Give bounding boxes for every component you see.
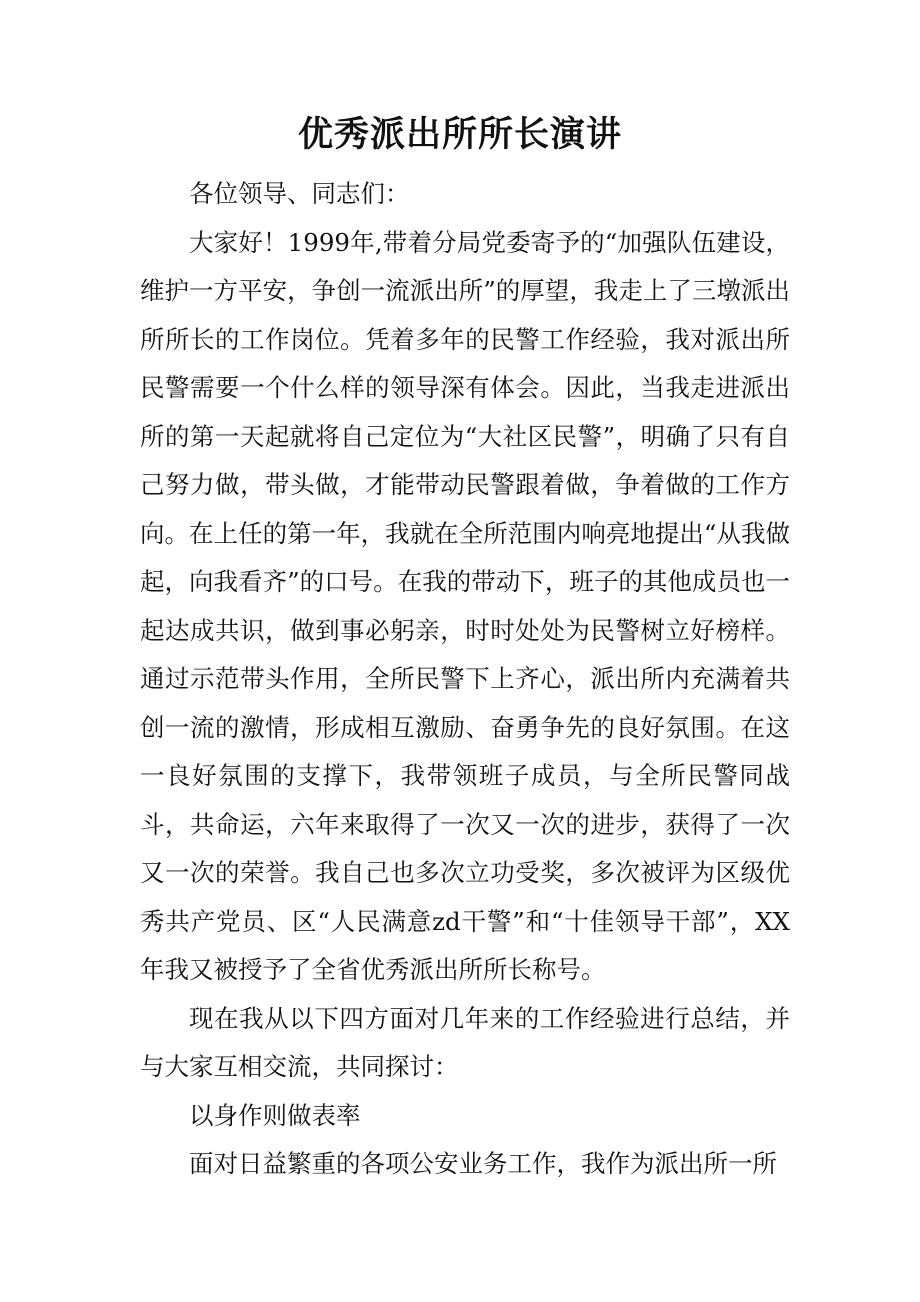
- summary-paragraph: 现在我从以下四方面对几年来的工作经验进行总结，并与大家互相交流，共同探讨：: [140, 1003, 790, 1081]
- document-body: [140, 170, 790, 1189]
- intro-paragraph: 大家好！1999年,带着分局党委寄予的“加强队伍建设，维护一方平安，争创一流派出所”的厚望，我走上了三墩派出所所长的工作岗位。凭着多年的民警工作经验，我对派出所民警需要一个什么样的领导深有体会。因此，当我走进派出所的第一天起就将自己定位为“大社区民警”，明确了只有自己努力做，带头做，才能带动民警跟着做，争着做的工作方向。在上任的第一年，我就在全所范围内响亮地提出“从我做起，向我看齐”的口号。在我的带动下，班子的其他成员也一起达成共识，做到事必躬亲，时时处处为民警树立好榜样。通过示范带头作用，全所民警下上齐心，派出所内充满着共创一流的激情，形成相互激励、奋勇争先的良好氛围。在这一良好氛围的支撑下，我带领班子成员，与全所民警同战斗，共命运，六年来取得了一次又一次的进步，获得了一次又一次的荣誉。我自己也多次立功受奖，多次被评为区级优秀共产党员、区“人民满意zd干警”和“十佳领导干部”，XX年我又被授予了全省优秀派出所所长称号。: [140, 227, 790, 984]
- section-heading: 以身作则做表率: [189, 1100, 361, 1130]
- salutation-paragraph: 各位领导、同志们：: [189, 179, 410, 208]
- page-title: 优秀派出所所长演讲: [297, 114, 622, 155]
- section-paragraph: 面对日益繁重的各项公安业务工作，我作为派出所一所: [189, 1149, 777, 1178]
